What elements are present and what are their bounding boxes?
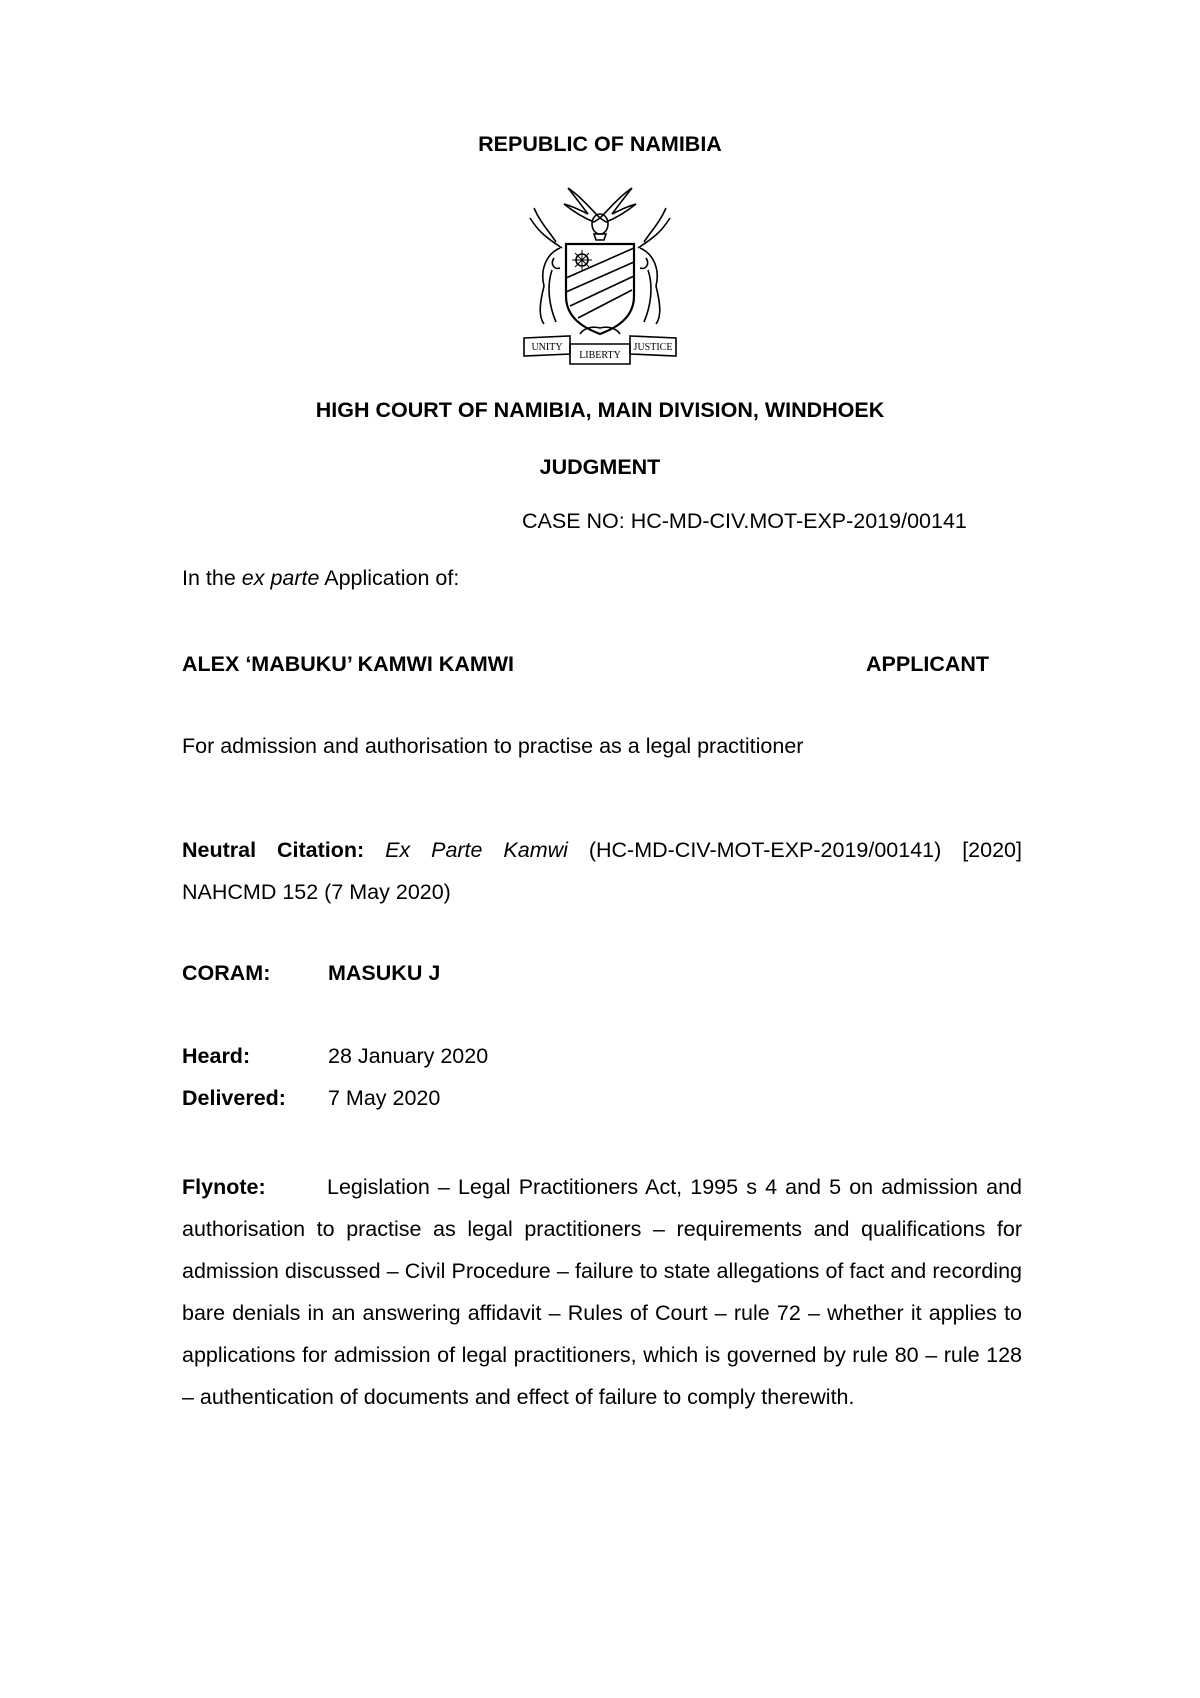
citation-case-name: Ex Parte Kamwi: [385, 838, 568, 862]
delivered-label: Delivered:: [182, 1086, 286, 1110]
heard-value: 28 January 2020: [328, 1044, 489, 1068]
motto-unity: UNITY: [531, 342, 563, 353]
flynote-text: Legislation – Legal Practitioners Act, 1995 s 4 and 5 on admission and authorisation to practise as legal practitioners – requirements and qualifications for admission discussed – Civil Procedure – failure to state allegations of fact and recording bare denials in an answering affidavit – Rules of Court – rule 72 – whether it applies to applications for admission of legal practitioners, which is governed by rule 80 – rule 128 – authentication of documents and effect of failure to comply therewith.: [182, 1175, 1022, 1409]
coram-label: CORAM:: [182, 961, 271, 985]
case-number: CASE NO: HC-MD-CIV.MOT-EXP-2019/00141: [522, 509, 967, 533]
flynote: [182, 1166, 1022, 1418]
citation-reference: (HC-MD-CIV-MOT-EXP-2019/00141) [2020] NAHCMD 152 (7 May 2020): [182, 838, 1022, 904]
applicant-name: ALEX ‘MABUKU’ KAMWI KAMWI: [182, 652, 515, 676]
intro-suffix: Application of:: [319, 566, 460, 590]
application-intro: [182, 564, 459, 592]
coat-of-arms-icon: [510, 178, 690, 374]
intro-prefix: In the: [182, 566, 242, 590]
motto-liberty: LIBERTY: [579, 350, 621, 361]
neutral-citation: [182, 829, 1022, 913]
motto-justice: JUSTICE: [633, 342, 673, 353]
flynote-label: Flynote:: [182, 1175, 266, 1199]
coram-value: MASUKU J: [328, 961, 441, 985]
citation-label: Neutral Citation:: [182, 838, 365, 862]
court-heading: HIGH COURT OF NAMIBIA, MAIN DIVISION, WINDHOEK: [315, 398, 885, 422]
intro-italic: ex parte: [241, 566, 320, 590]
application-purpose: For admission and authorisation to practise as a legal practitioner: [182, 734, 804, 758]
judgment-heading: JUDGMENT: [539, 455, 661, 479]
republic-heading: REPUBLIC OF NAMIBIA: [478, 132, 722, 156]
applicant-role: APPLICANT: [866, 652, 990, 676]
delivered-value: 7 May 2020: [328, 1086, 441, 1110]
heard-label: Heard:: [182, 1044, 251, 1068]
